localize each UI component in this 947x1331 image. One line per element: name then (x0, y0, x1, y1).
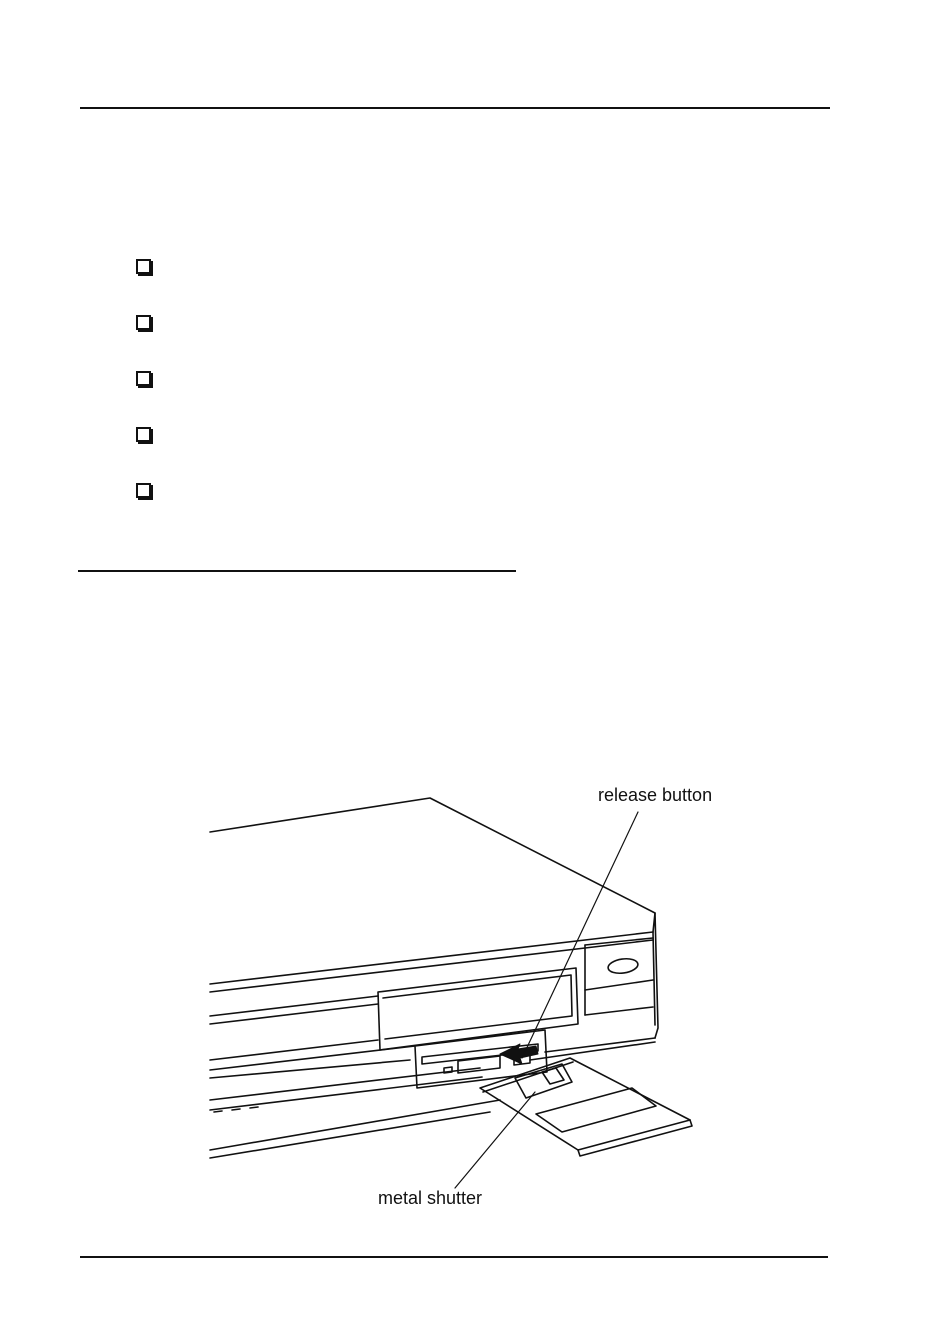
header-rule (80, 107, 830, 109)
checkbox-icon (136, 315, 151, 330)
diskette-insertion-figure (200, 770, 740, 1220)
checkbox-icon (136, 427, 151, 442)
section-rule (78, 570, 516, 572)
checkbox-icon (136, 259, 151, 274)
floppy-diskette-illustration (480, 1058, 692, 1156)
footer-rule (80, 1256, 828, 1258)
checkbox-icon (136, 371, 151, 386)
computer-case-illustration (210, 798, 658, 1158)
metal-shutter-callout: metal shutter (378, 1188, 483, 1208)
checkbox-icon (136, 483, 151, 498)
release-button-callout: release button (598, 785, 713, 805)
